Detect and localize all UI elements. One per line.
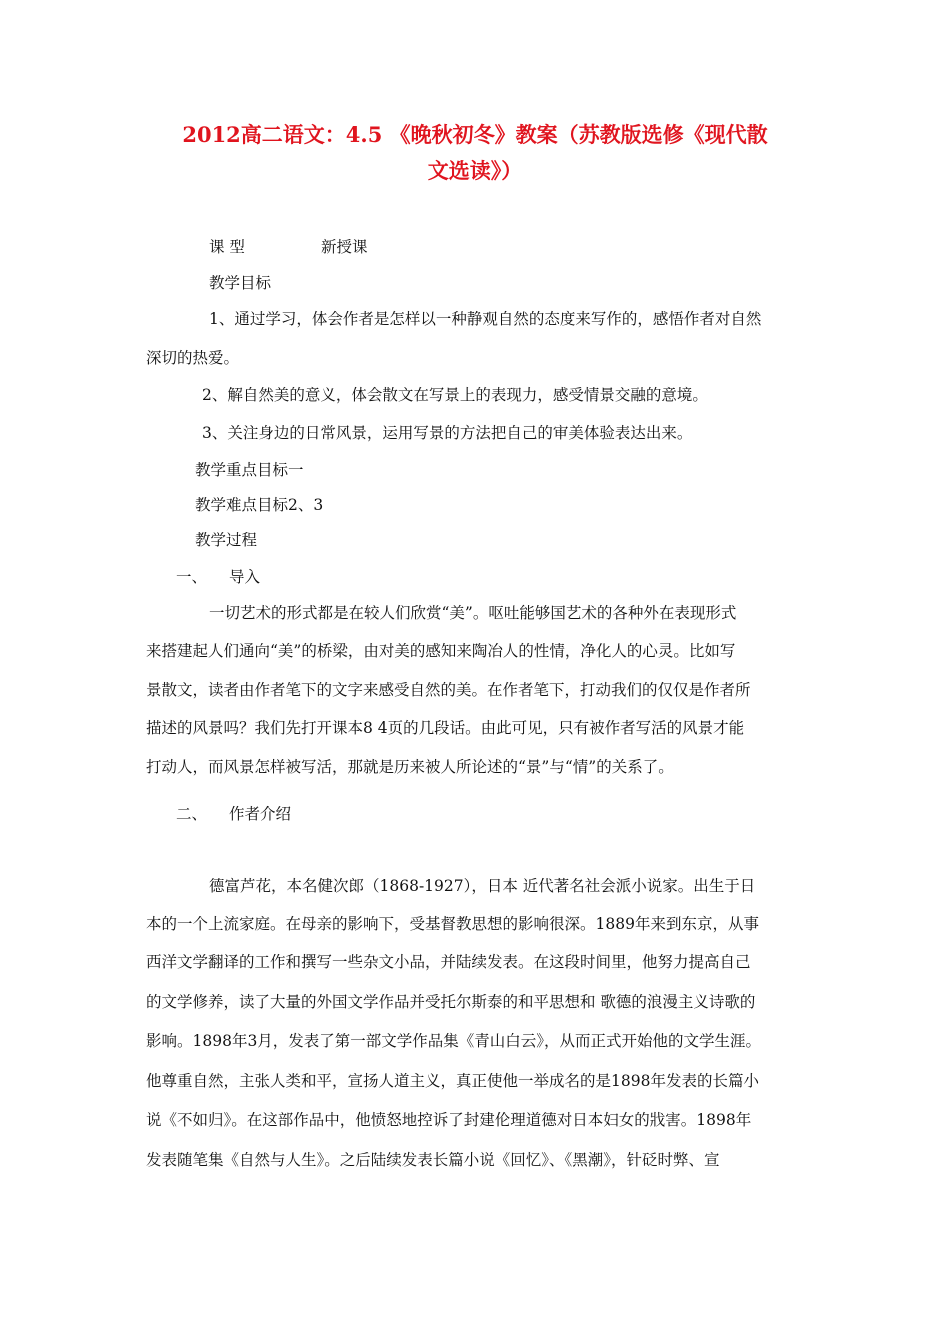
key-point: 教学重点目标一 (195, 461, 304, 479)
section-2-title: 作者介绍 (229, 805, 292, 823)
objective-1-line-2: 深切的热爱。 (146, 349, 240, 367)
author-line: 说《不如归》。在这部作品中，他愤怒地控诉了封建伦理道德对日本妇女的戕害。1898年 (146, 1111, 752, 1129)
author-line: 西洋文学翻译的工作和撰写一些杂文小品，并陆续发表。在这段时间里，他努力提高自己 (146, 953, 751, 971)
author-line: 发表随笔集《自然与人生》。之后陆续发表长篇小说《回忆》、《黑潮》，针砭时弊、宣 (146, 1151, 720, 1169)
section-1-title: 导入 (229, 568, 261, 586)
course-type-label: 课 型 (209, 238, 245, 256)
objective-3: 3、关注身边的日常风景，运用写景的方法把自己的审美体验表达出来。 (202, 424, 693, 442)
author-line: 影响。1898年3月，发表了第一部文学作品集《青山白云》，从而正式开始他的文学生涯。 (146, 1032, 762, 1050)
document-title-line-1: 2012高二语文：4.5 《晚秋初冬》教案（苏教版选修《现代散 (182, 122, 768, 147)
intro-line: 景散文，读者由作者笔下的文字来感受自然的美。在作者笔下，打动我们的仅仅是作者所 (146, 681, 751, 699)
objective-1-line-1: 1、通过学习，体会作者是怎样以一种静观自然的态度来写作的，感悟作者对自然 (209, 310, 762, 328)
document-title-line-2: 文选读》） (427, 158, 523, 183)
intro-line: 打动人，而风景怎样被写活，那就是历来被人所论述的“景”与“情”的关系了。 (146, 758, 674, 776)
process-heading: 教学过程 (195, 531, 258, 549)
author-line: 德富芦花，本名健次郎（1868-1927），日本 近代著名社会派小说家。出生于日 (209, 877, 756, 895)
section-2-number: 二、 (176, 805, 208, 823)
difficult-point: 教学难点目标2、3 (195, 496, 324, 514)
section-1-number: 一、 (176, 568, 208, 586)
intro-line: 描述的风景吗？我们先打开课本8 4页的几段话。由此可见，只有被作者写活的风景才能 (146, 719, 745, 737)
intro-line: 一切艺术的形式都是在较人们欣赏“美”。呕吐能够国艺术的各种外在表现形式 (209, 604, 737, 622)
author-line: 的文学修养，读了大量的外国文学作品并受托尔斯泰的和平思想和 歌德的浪漫主义诗歌的 (146, 993, 756, 1011)
intro-line: 来搭建起人们通向“美”的桥梁，由对美的感知来陶冶人的性情，净化人的心灵。比如写 (146, 642, 736, 660)
author-line: 本的一个上流家庭。在母亲的影响下，受基督教思想的影响很深。1889年来到东京，从事 (146, 915, 759, 933)
objective-2: 2、解自然美的意义，体会散文在写景上的表现力，感受情景交融的意境。 (202, 386, 708, 404)
course-type-value: 新授课 (321, 238, 368, 256)
objectives-heading: 教学目标 (209, 274, 272, 292)
author-line: 他尊重自然，主张人类和平，宣扬人道主义，真正使他一举成名的是1898年发表的长篇小 (146, 1072, 759, 1090)
